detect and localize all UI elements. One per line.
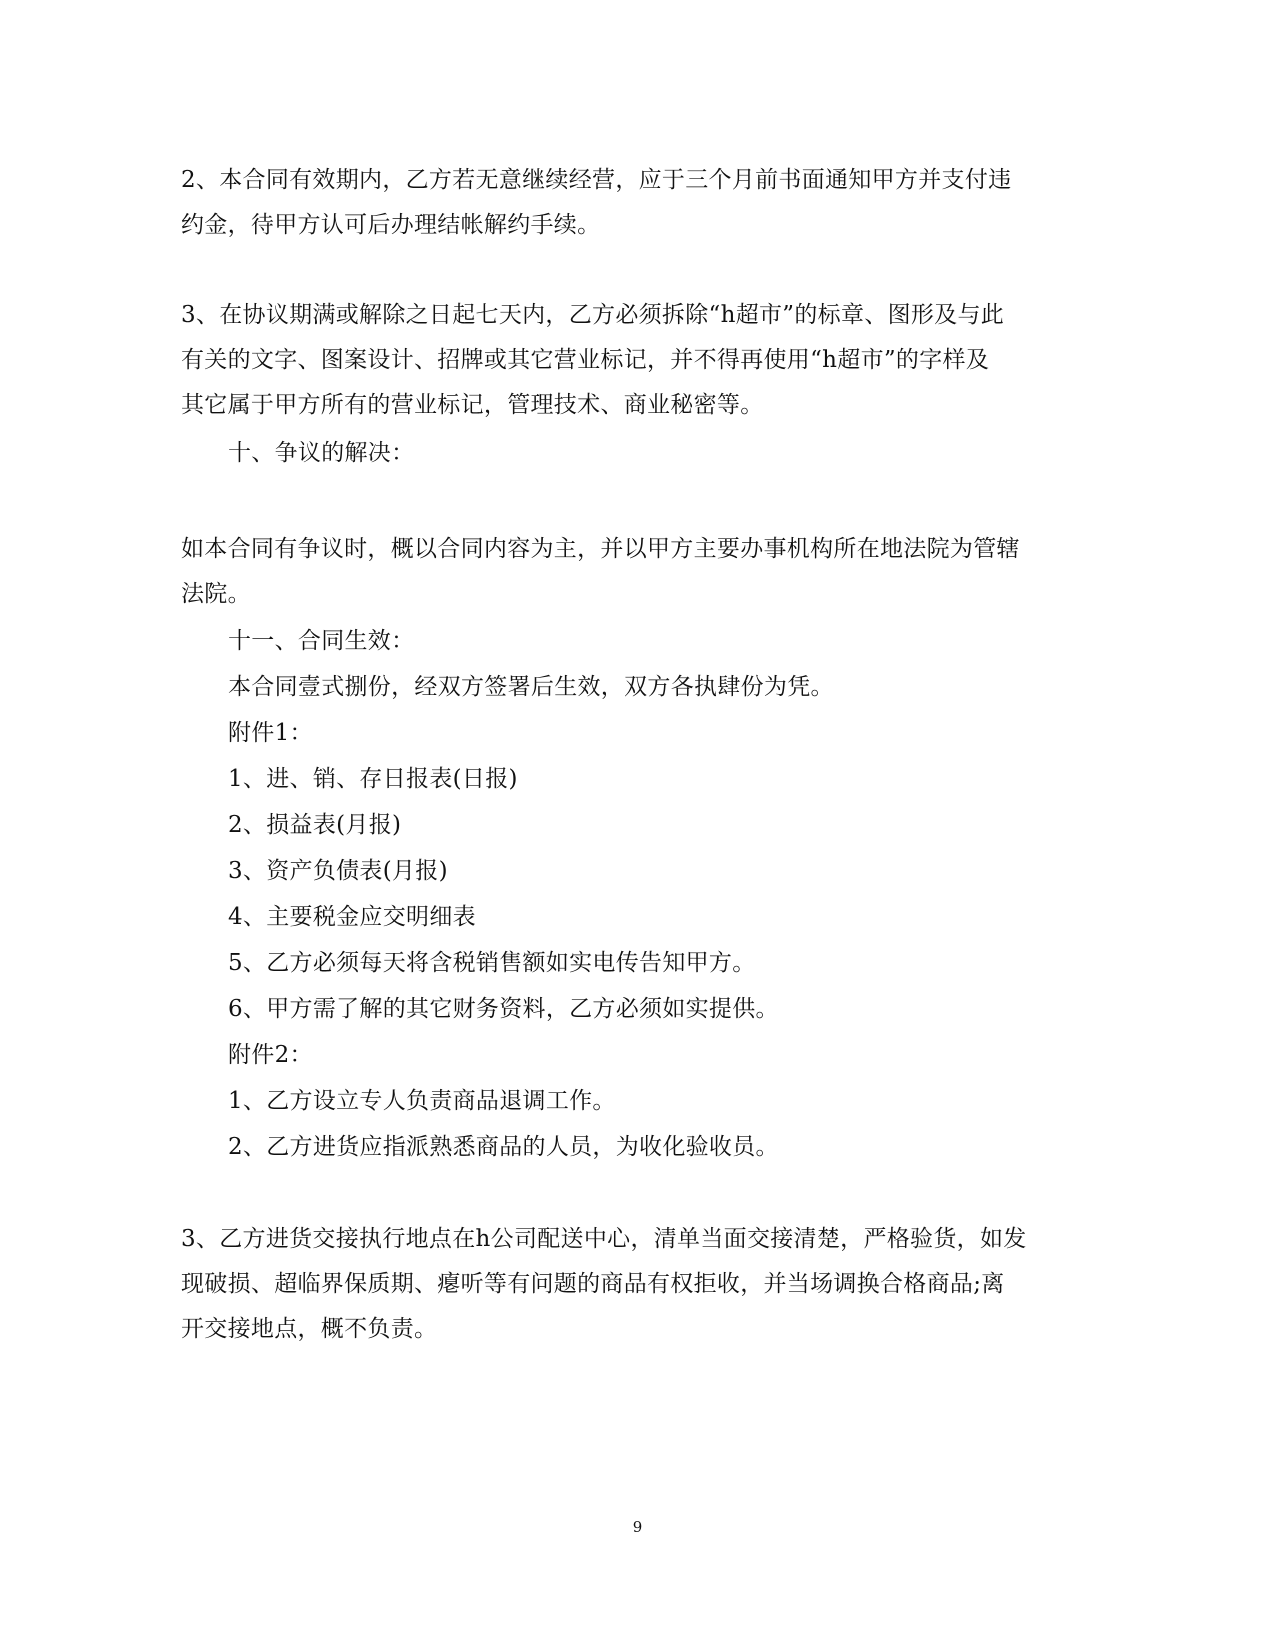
text-line: 十、争议的解决：	[228, 440, 415, 466]
text-line: 3、乙方进货交接执行地点在h公司配送中心，清单当面交接清楚，严格验货，如发	[181, 1226, 1027, 1252]
text-line: 约金，待甲方认可后办理结帐解约手续。	[181, 212, 601, 238]
text-line: 本合同壹式捌份，经双方签署后生效，双方各执肆份为凭。	[228, 674, 834, 700]
text-line: 6、甲方需了解的其它财务资料，乙方必须如实提供。	[228, 996, 779, 1022]
text-line: 3、在协议期满或解除之日起七天内，乙方必须拆除“h超市”的标章、图形及与此	[181, 302, 1005, 328]
text-line: 2、本合同有效期内，乙方若无意继续经营，应于三个月前书面通知甲方并支付违	[181, 167, 1012, 193]
text-line: 有关的文字、图案设计、招牌或其它营业标记，并不得再使用“h超市”的字样及	[181, 347, 990, 373]
text-line: 十一、合同生效：	[228, 628, 415, 654]
text-line: 3、资产负债表(月报)	[228, 858, 448, 884]
text-line: 5、乙方必须每天将含税销售额如实电传告知甲方。	[228, 950, 756, 976]
text-line: 1、乙方设立专人负责商品退调工作。	[228, 1088, 616, 1114]
text-line: 附件2：	[228, 1042, 313, 1068]
text-line: 现破损、超临界保质期、瘪听等有问题的商品有权拒收，并当场调换合格商品;离	[181, 1271, 1005, 1297]
text-line: 2、乙方进货应指派熟悉商品的人员，为收化验收员。	[228, 1134, 779, 1160]
text-line: 开交接地点，概不负责。	[181, 1316, 438, 1342]
text-line: 法院。	[181, 581, 251, 607]
text-line: 如本合同有争议时，概以合同内容为主，并以甲方主要办事机构所在地法院为管辖	[181, 536, 1020, 562]
text-line: 4、主要税金应交明细表	[228, 904, 476, 930]
text-line: 附件1：	[228, 720, 313, 746]
page-number: 9	[632, 1518, 643, 1536]
text-line: 2、损益表(月报)	[228, 812, 402, 838]
text-line: 其它属于甲方所有的营业标记，管理技术、商业秘密等。	[181, 392, 764, 418]
text-line: 1、进、销、存日报表(日报)	[228, 766, 518, 792]
